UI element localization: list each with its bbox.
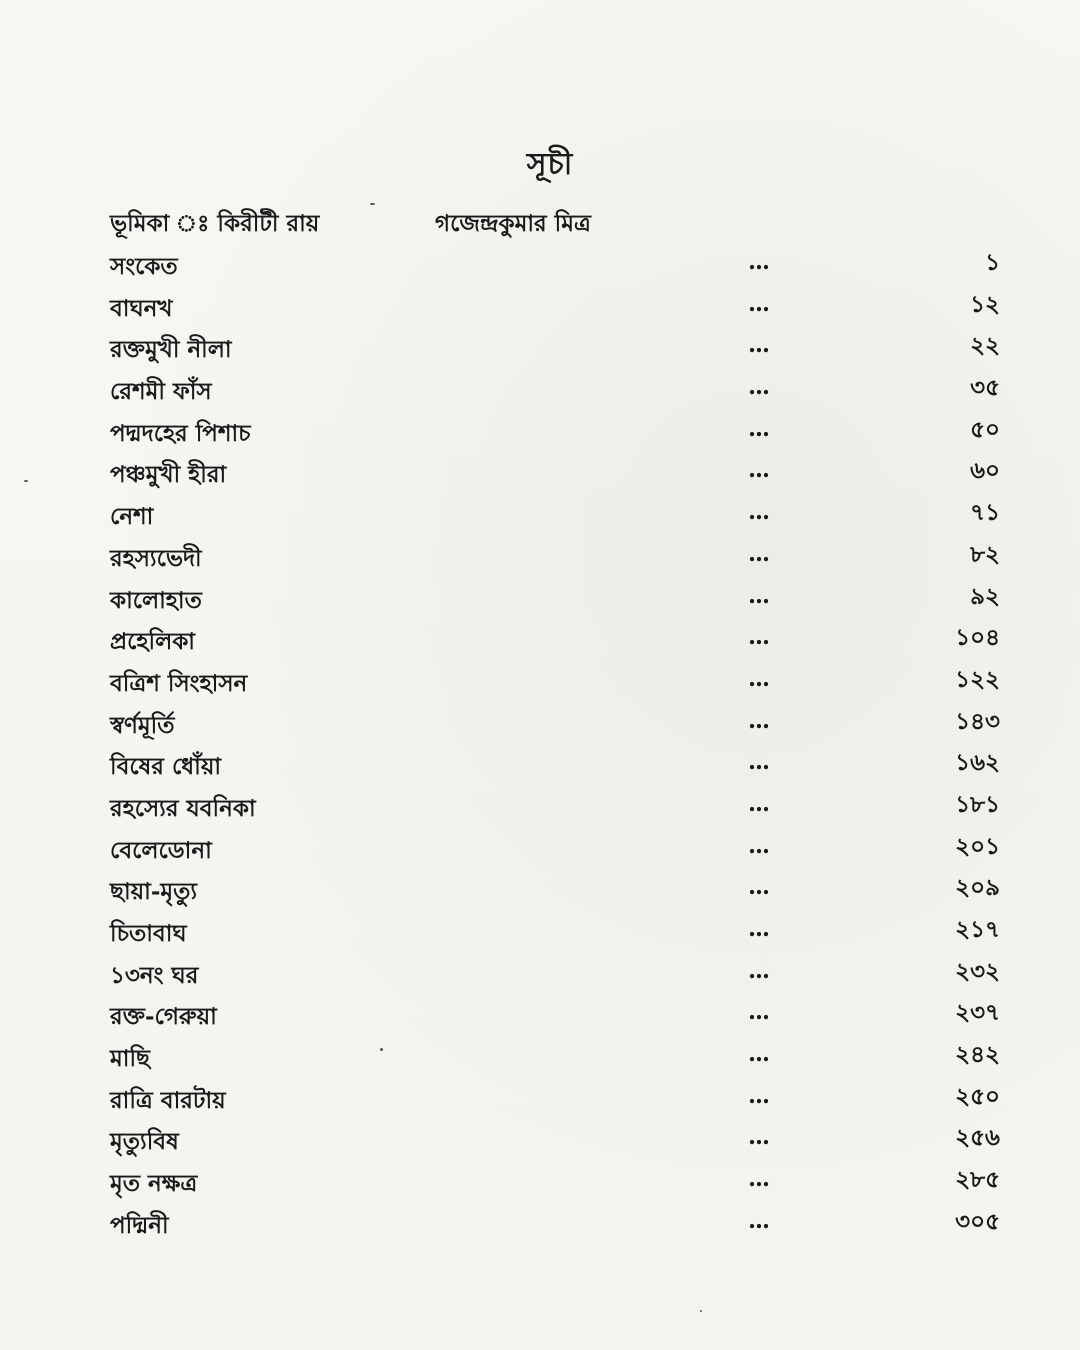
entry-title: প্রহেলিকা (110, 628, 195, 656)
entry-title: ১৩নং ঘর (110, 961, 199, 989)
page-title: সূচী (526, 147, 574, 182)
entry-page-number: ২৪২ (955, 1041, 1000, 1069)
entry-page-number: ৯২ (970, 582, 1000, 610)
entry-title: রেশমী ফাঁস (110, 378, 212, 406)
entry-title: রাত্রি বারটায় (110, 1086, 226, 1114)
entry-page-number: ২০১ (955, 832, 1000, 860)
entry-title: পদ্মিনী (110, 1211, 169, 1239)
entry-page-number: ২১৭ (955, 916, 1000, 943)
list-item (110, 619, 1000, 661)
entry-page-number: ২২ (970, 332, 1000, 360)
entry-page-number: ১ (985, 249, 1000, 276)
entry-page-number: ২৩৭ (955, 999, 1000, 1027)
introduction-row (110, 205, 1010, 239)
entry-title: ছায়া-মৃত্যু (110, 878, 198, 906)
entry-title: বত্রিশ সিংহাসন (110, 669, 248, 697)
entry-title: রহস্যের যবনিকা (110, 794, 256, 822)
dot-leader: ... (748, 664, 770, 692)
entry-page-number: ২৫৬ (955, 1124, 1000, 1152)
dot-leader: ... (748, 373, 770, 401)
list-item (110, 1119, 1000, 1161)
list-item (110, 869, 1000, 911)
entry-page-number: ৬০ (970, 457, 1000, 485)
entry-title: সংকেত (110, 253, 178, 280)
entry-page-number: ৮২ (970, 540, 1000, 568)
entry-title: মৃত নক্ষত্র (110, 1170, 198, 1198)
dot-leader: ... (748, 998, 770, 1026)
list-item (110, 1036, 1000, 1078)
entry-title: পঞ্চমুখী হীরা (110, 461, 227, 489)
entry-title: পদ্মদহের পিশাচ (110, 419, 251, 447)
dot-leader: ... (748, 1123, 770, 1151)
list-item (110, 327, 1000, 369)
list-item (110, 828, 1000, 870)
dot-leader: ... (748, 414, 770, 442)
entry-page-number: ৩০৫ (955, 1207, 1000, 1235)
entry-title: নেশা (110, 503, 154, 531)
list-item (110, 578, 1000, 620)
dot-leader: ... (748, 248, 770, 275)
table-of-contents (110, 244, 1000, 1245)
dot-leader: ... (748, 623, 770, 651)
entry-page-number: ১৪৩ (955, 707, 1000, 735)
list-item (110, 953, 1000, 995)
entry-title: মাছি (110, 1045, 150, 1073)
dot-leader: ... (748, 581, 770, 609)
entry-title: রক্ত-গেরুয়া (110, 1003, 217, 1031)
dot-leader: ... (748, 915, 770, 942)
list-item (110, 703, 1000, 745)
introduction-label: ভূমিকা ঃ কিরীটী রায় (110, 210, 320, 237)
dot-leader: ... (748, 748, 770, 776)
dot-leader: ... (748, 289, 770, 317)
list-item (110, 911, 1000, 953)
entry-page-number: ৩৫ (970, 374, 1000, 402)
entry-title: বেলেডোনা (110, 836, 212, 864)
dot-leader: ... (748, 1040, 770, 1068)
entry-title: স্বর্ণমূর্তি (110, 711, 175, 739)
dot-leader: ... (748, 1206, 770, 1234)
entry-page-number: ১০৪ (955, 624, 1000, 652)
dot-leader: ... (748, 1081, 770, 1109)
list-item (110, 994, 1000, 1036)
entry-title: মৃত্যুবিষ (110, 1128, 179, 1156)
entry-title: কালোহাত (110, 586, 202, 614)
print-speck (370, 203, 375, 205)
list-item (110, 411, 1000, 453)
entry-title: রক্তমুখী নীলা (110, 336, 232, 364)
list-item (110, 452, 1000, 494)
list-item (110, 369, 1000, 411)
dot-leader: ... (748, 539, 770, 567)
dot-leader: ... (748, 789, 770, 817)
entry-title: বিষের ধোঁয়া (110, 753, 222, 781)
dot-leader: ... (748, 956, 770, 984)
entry-page-number: ২৫০ (955, 1082, 1000, 1110)
entry-title: চিতাবাঘ (110, 920, 187, 947)
list-item (110, 244, 1000, 286)
entry-page-number: ৫০ (970, 415, 1000, 443)
dot-leader: ... (748, 456, 770, 484)
dot-leader: ... (748, 498, 770, 526)
entry-page-number: ১২ (970, 290, 1000, 318)
introduction-author: গজেন্দ্রকুমার মিত্র (435, 210, 591, 237)
dot-leader: ... (748, 331, 770, 359)
print-speck (380, 1048, 383, 1051)
list-item (110, 744, 1000, 786)
entry-page-number: ১৬২ (955, 749, 1000, 777)
list-item (110, 494, 1000, 536)
entry-title: বাঘনখ (110, 294, 173, 322)
list-item (110, 1078, 1000, 1120)
list-item (110, 536, 1000, 578)
dot-leader: ... (748, 831, 770, 859)
list-item (110, 286, 1000, 328)
list-item (110, 1161, 1000, 1203)
entry-page-number: ২৩২ (955, 957, 1000, 985)
entry-page-number: ৭১ (970, 499, 1000, 527)
entry-page-number: ২০৯ (955, 874, 1000, 902)
entry-title: রহস্যভেদী (110, 544, 202, 572)
list-item (110, 661, 1000, 703)
list-item (110, 1203, 1000, 1245)
entry-page-number: ১২২ (955, 665, 1000, 693)
entry-page-number: ২৮৫ (955, 1166, 1000, 1194)
list-item (110, 786, 1000, 828)
print-speck (700, 1310, 702, 1312)
dot-leader: ... (748, 1165, 770, 1193)
dot-leader: ... (748, 873, 770, 901)
dot-leader: ... (748, 706, 770, 734)
print-speck (24, 480, 28, 482)
entry-page-number: ১৮১ (955, 790, 1000, 818)
